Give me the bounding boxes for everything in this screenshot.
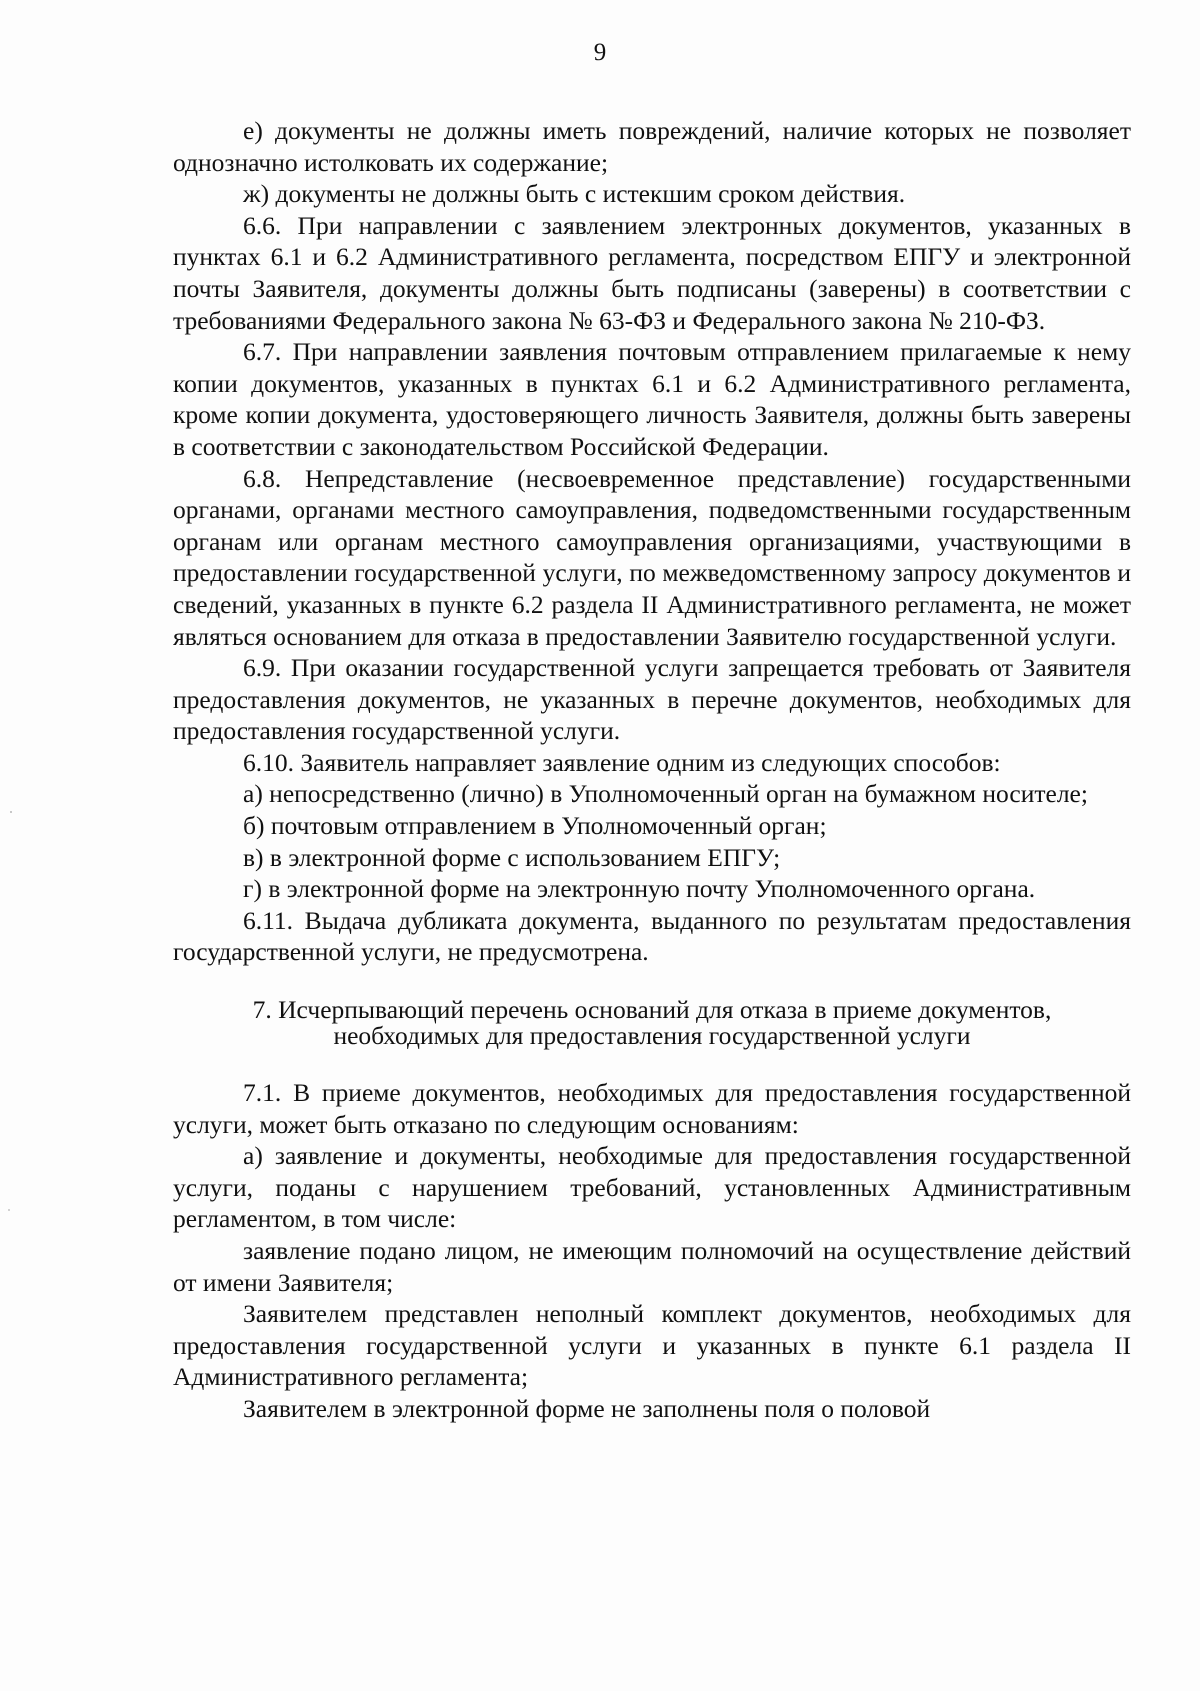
paragraph-7-1: 7.1. В приеме документов, необходимых для предоставления государственной услуги, может быть отказано по следующим основаниям:: [173, 1078, 1131, 1139]
paragraph-g: г) в электронной форме на электронную почту Уполномоченного органа.: [243, 874, 1036, 904]
paragraph-e: е) документы не должны иметь повреждений, наличие которых не позволяет однозначно истолковать их содержание;: [173, 116, 1131, 177]
paragraph-7-1-a: а) заявление и документы, необходимые для предоставления государственной услуги, поданы с нарушением требований, установленных Административным регламентом, в том числе:: [173, 1141, 1131, 1234]
page-number: 9: [593, 39, 607, 66]
paragraph-6-10: 6.10. Заявитель направляет заявление одним из следующих способов:: [243, 747, 1001, 777]
section-heading-line-2: необходимых для предоставления государственной услуги: [333, 1021, 971, 1051]
paragraph-zh: ж) документы не должны быть с истекшим сроком действия.: [243, 179, 906, 209]
paragraph-6-11: 6.11. Выдача дубликата документа, выданного по результатам предоставления государственной услуги, не предусмотрена.: [173, 905, 1131, 967]
paragraph-6-8: 6.8. Непредставление (несвоевременное представление) государственными органами, органами местного самоуправления, подведомственными государственным органам или органам местного самоуправления организациями, участвующими в предоставлении государственной услуги, по межведомственному запросу документов и сведений, указанных в пункте 6.2 раздела II Административного регламента, не может являться основанием для отказа в предоставлении Заявителю государственной услуги.: [173, 463, 1131, 651]
paragraph-b: б) почтовым отправлением в Уполномоченный орган;: [243, 811, 827, 841]
section-heading-line-1: 7. Исчерпывающий перечень оснований для отказа в приеме документов,: [252, 995, 1052, 1025]
paragraph-6-6: 6.6. При направлении с заявлением электронных документов, указанных в пунктах 6.1 и 6.2 Административного регламента, посредством ЕПГУ и электронной почты Заявителя, документы должны быть подписаны (заверены) в соответствии с требованиями Федерального закона № 63-ФЗ и Федерального закона № 210-ФЗ.: [173, 210, 1131, 335]
paragraph-6-7: 6.7. При направлении заявления почтовым отправлением прилагаемые к нему копии документов, указанных в пунктах 6.1 и 6.2 Административного регламента, кроме копии документа, удостоверяющего личность Заявителя, должны быть заверены в соответствии с законодательством Российской Федерации.: [173, 337, 1131, 461]
paragraph-v: в) в электронной форме с использованием ЕПГУ;: [243, 842, 781, 872]
paragraph-7-1-a2: Заявителем представлен неполный комплект документов, необходимых для предоставления государственной услуги и указанных в пункте 6.1 раздела II Административного регламента;: [173, 1299, 1131, 1392]
section-heading: [173, 997, 1131, 1049]
paragraph-7-1-a1: заявление подано лицом, не имеющим полномочий на осуществление действий от имени Заявителя;: [173, 1236, 1131, 1297]
paragraph-a: а) непосредственно (лично) в Уполномоченный орган на бумажном носителе;: [243, 779, 1088, 809]
document-body: [173, 115, 1131, 1425]
paragraph-7-1-a3: Заявителем в электронной форме не заполнены поля о половой: [243, 1393, 931, 1423]
paragraph-6-9: 6.9. При оказании государственной услуги запрещается требовать от Заявителя предоставления документов, не указанных в перечне документов, необходимых для предоставления государственной услуги.: [173, 653, 1131, 746]
